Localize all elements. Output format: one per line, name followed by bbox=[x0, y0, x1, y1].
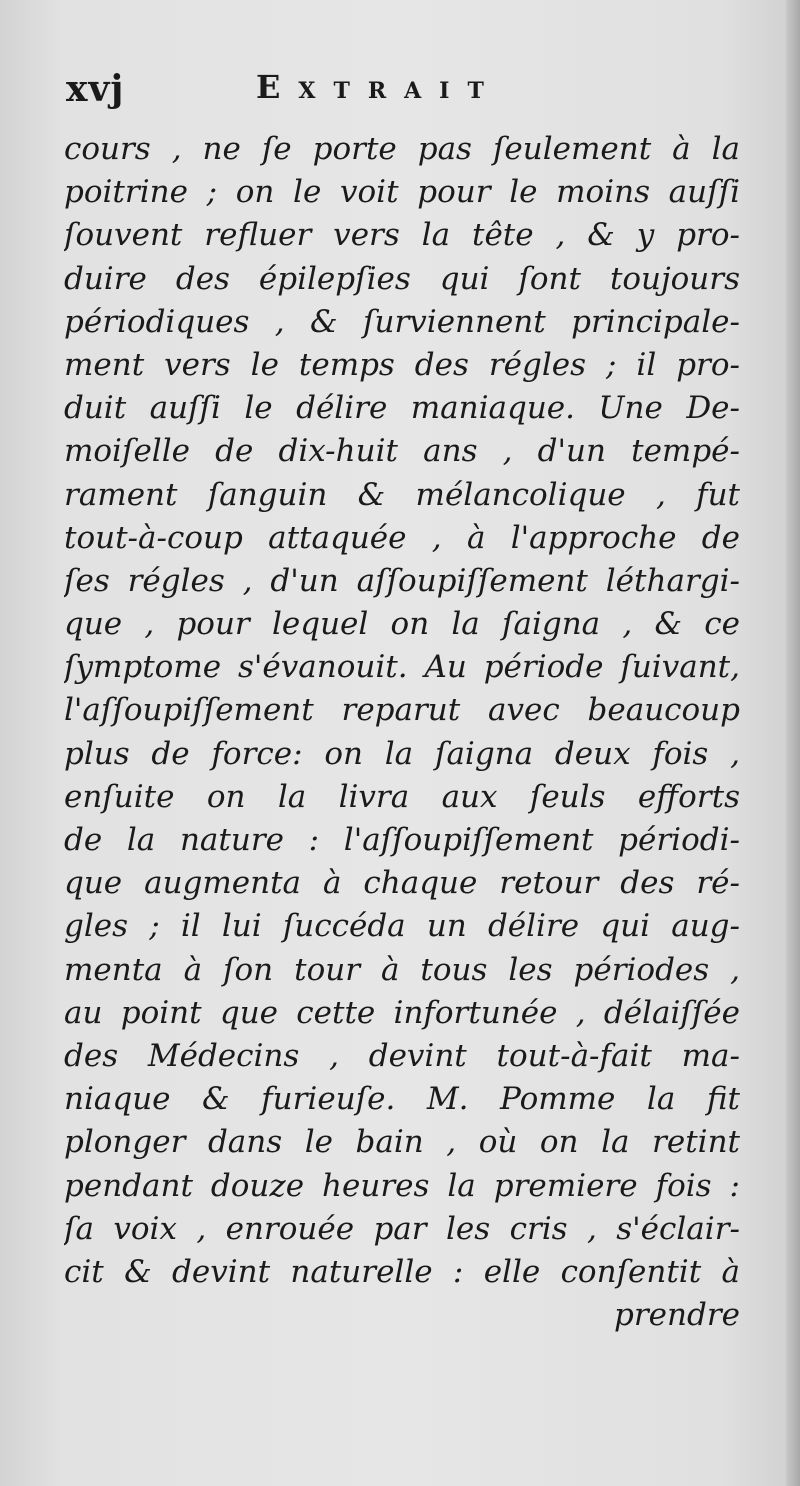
text-line: plonger dans le bain , où on la retint bbox=[64, 1124, 740, 1161]
text-line: enſuite on la livra aux ſeuls efforts bbox=[64, 778, 740, 815]
running-title: Extrait bbox=[256, 68, 502, 106]
text-line: tout-à-coup attaquée , à l'approche de bbox=[64, 519, 740, 556]
page-header bbox=[66, 62, 766, 112]
text-line: que augmenta à chaque retour des ré- bbox=[64, 865, 740, 902]
text-line: pendant douze heures la premiere fois : bbox=[64, 1167, 740, 1204]
text-line: de la nature : l'aſſoupiſſement périodi- bbox=[64, 822, 740, 858]
text-line: duire des épilepſies qui ſont toujours bbox=[64, 260, 740, 297]
text-line: duit auſſi le délire maniaque. Une De- bbox=[64, 390, 740, 427]
text-line: au point que cette infortunée , délaiſſée bbox=[64, 994, 740, 1031]
page-edge-shadow bbox=[786, 0, 800, 1486]
text-line: rament ſanguin & mélancolique , fut bbox=[64, 476, 740, 513]
body-text bbox=[64, 128, 740, 1337]
text-line: niaque & furieuſe. M. Pomme la fit bbox=[64, 1081, 740, 1118]
text-line: que , pour lequel on la ſaigna , & ce bbox=[64, 606, 740, 643]
text-line: l'aſſoupiſſement reparut avec beaucoup bbox=[64, 692, 740, 729]
text-line: plus de force: on la ſaigna deux fois , bbox=[64, 735, 740, 772]
text-line: des Médecins , devint tout-à-fait ma- bbox=[64, 1037, 740, 1074]
page-number: xvj bbox=[66, 68, 125, 110]
catchword: prendre bbox=[614, 1297, 740, 1334]
text-line: menta à ſon tour à tous les périodes , bbox=[64, 951, 740, 988]
text-line: cours , ne ſe porte pas ſeulement à la bbox=[64, 131, 740, 167]
text-line: ſes régles , d'un aſſoupiſſement léthargi- bbox=[64, 562, 740, 599]
text-line: ment vers le temps des régles ; il pro- bbox=[64, 346, 740, 383]
text-line: périodiques , & ſurviennent principale- bbox=[64, 303, 740, 340]
text-line: ſymptome s'évanouit. Au période ſuivant, bbox=[64, 649, 740, 686]
text-line: poitrine ; on le voit pour le moins auſſi bbox=[64, 174, 740, 211]
text-line: ſa voix , enrouée par les cris , s'éclair- bbox=[64, 1210, 740, 1247]
text-line: ſouvent refluer vers la tête , & y pro- bbox=[64, 217, 740, 254]
text-line: gles ; il lui ſuccéda un délire qui aug- bbox=[64, 908, 740, 945]
text-line: moiſelle de dix-huit ans , d'un tempé- bbox=[64, 433, 740, 470]
text-line: cit & devint naturelle : elle conſentit à bbox=[64, 1253, 740, 1290]
